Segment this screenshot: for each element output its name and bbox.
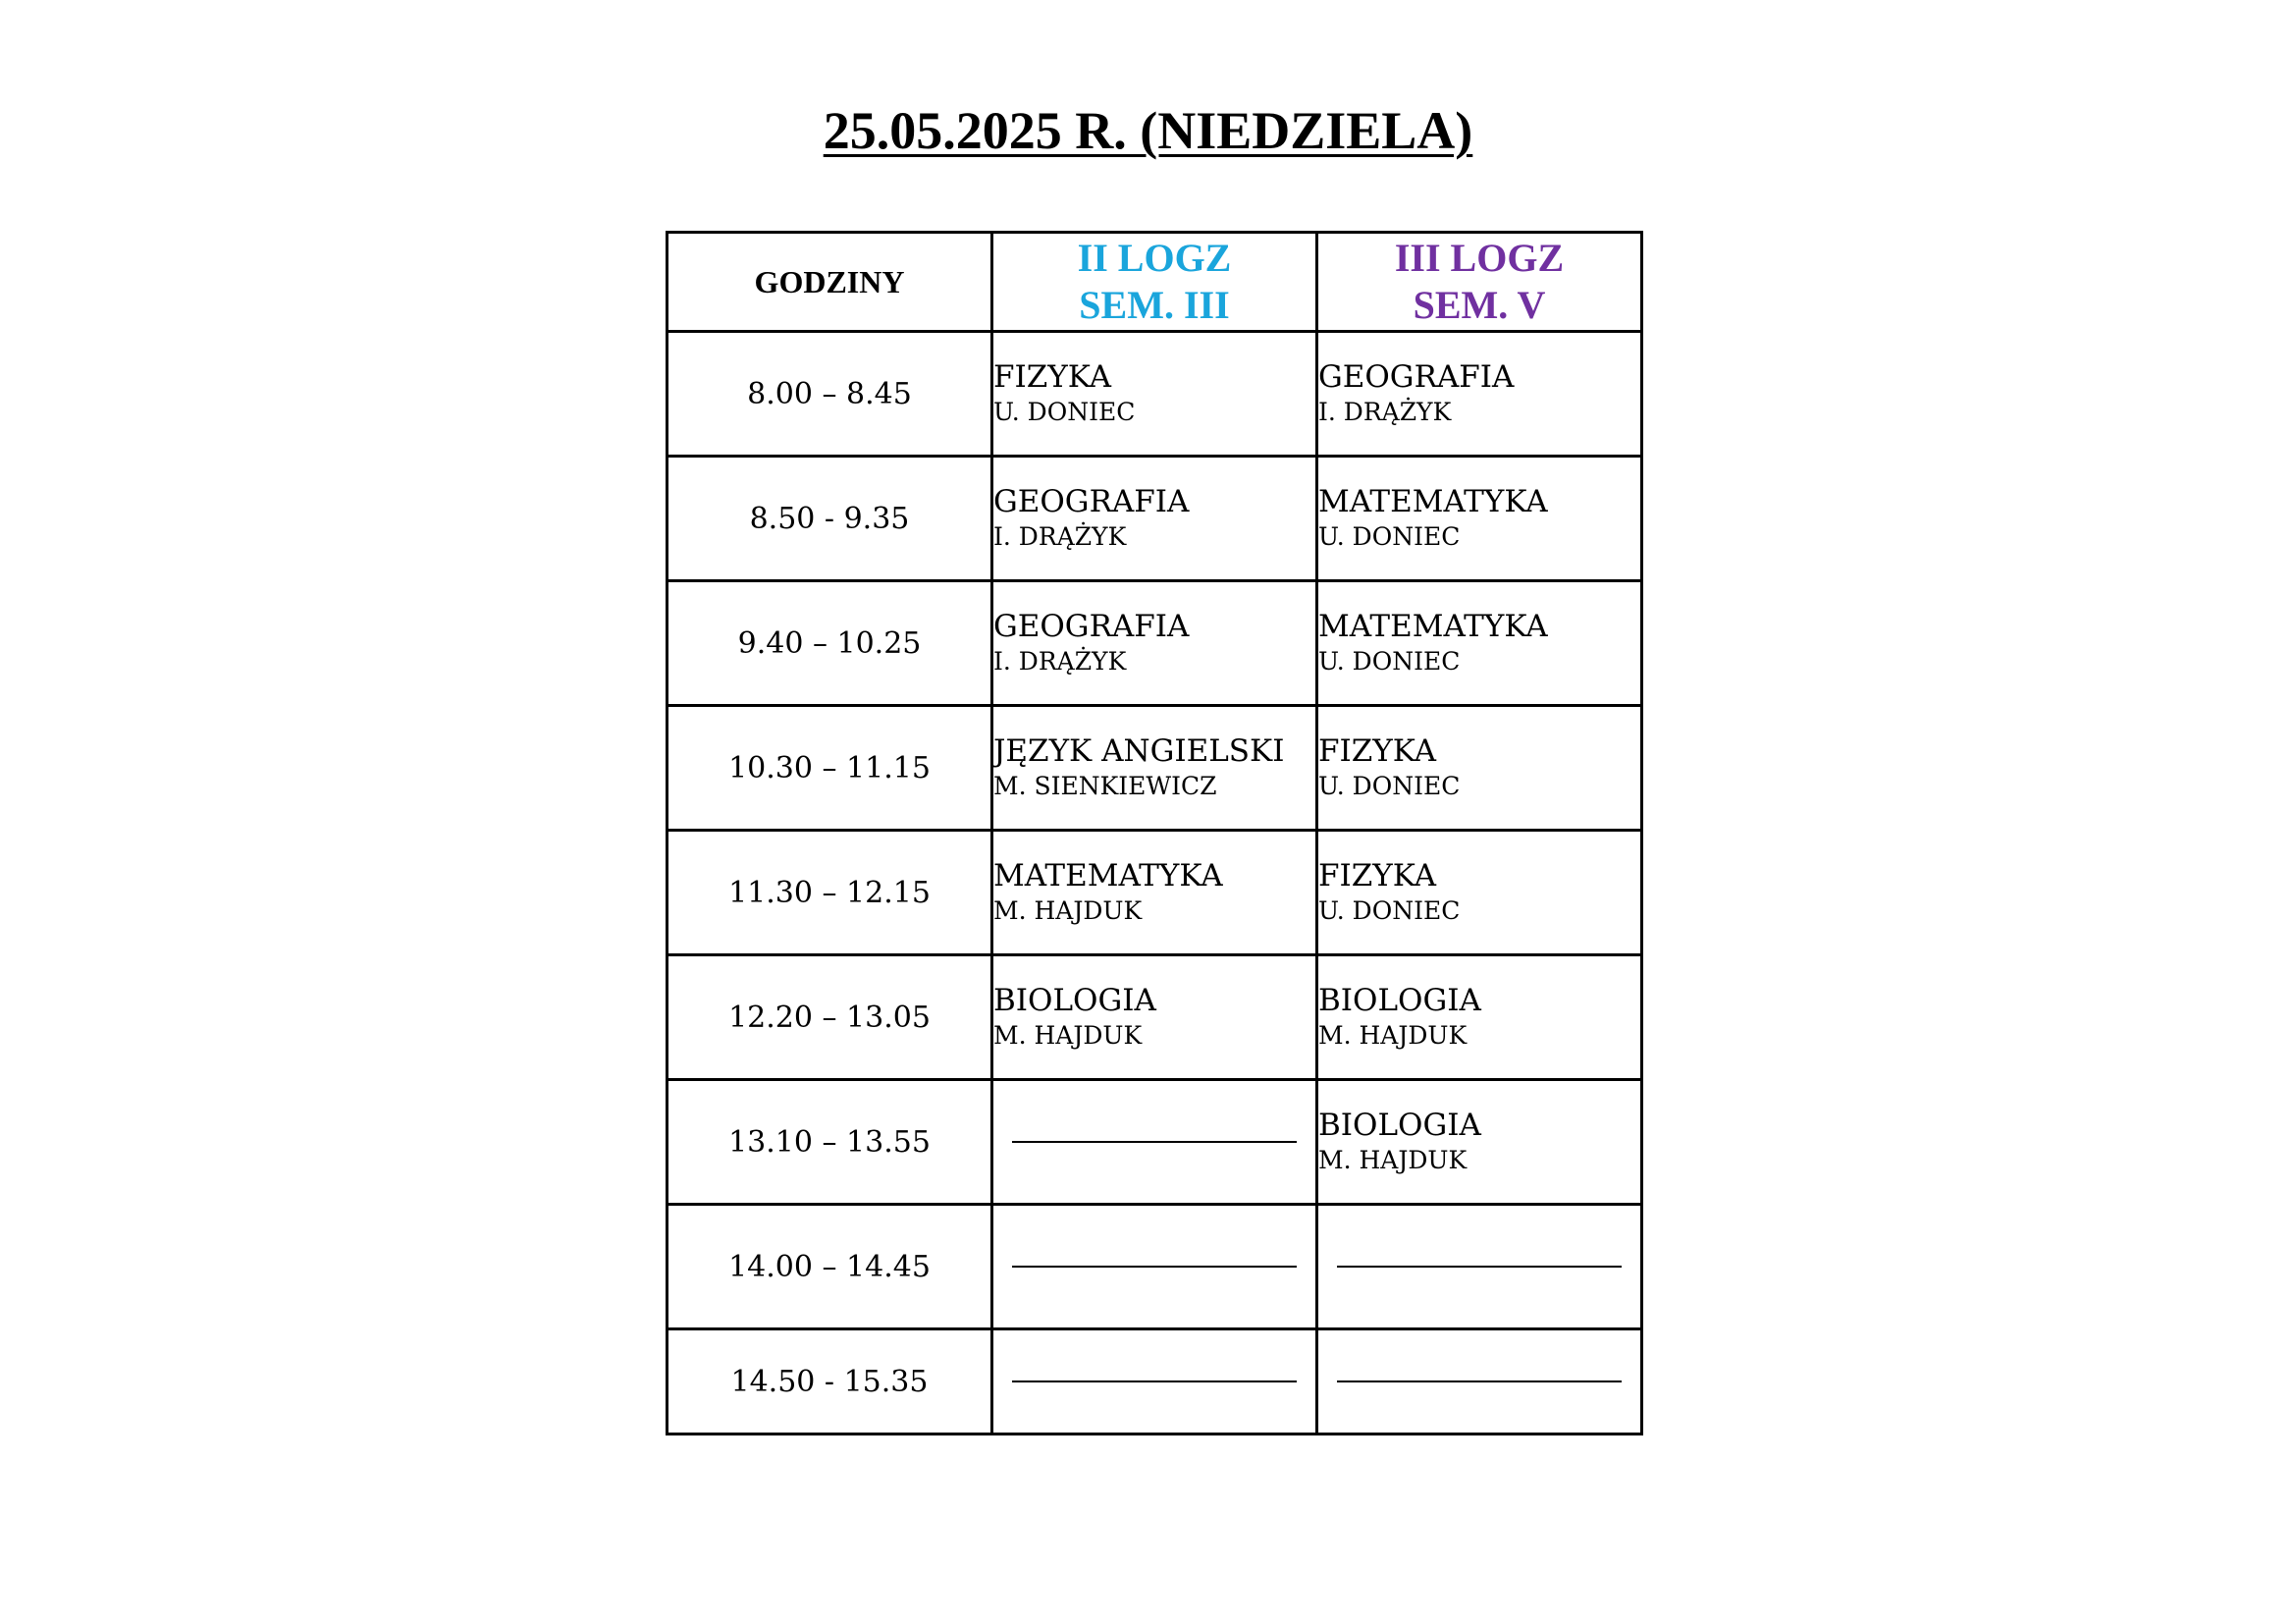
table-row <box>667 581 1642 706</box>
time-slot: 14.00 – 14.45 <box>667 1205 992 1329</box>
empty-lesson-cell <box>992 1329 1317 1435</box>
time-slot: 14.50 - 15.35 <box>667 1329 992 1435</box>
subject-name: GEOGRAFIA <box>1318 359 1515 395</box>
header-group-2-name: II LOGZ <box>1077 236 1232 280</box>
lesson-cell <box>1317 1080 1642 1205</box>
subject-name: BIOLOGIA <box>1318 983 1481 1018</box>
schedule-table <box>666 231 1643 1435</box>
subject-name: BIOLOGIA <box>993 983 1156 1018</box>
time-slot: 9.40 – 10.25 <box>667 581 992 706</box>
subject-name: MATEMATYKA <box>1318 484 1548 519</box>
header-group-2-semester: SEM. III <box>1079 283 1230 327</box>
teacher-name: I. DRĄŻYK <box>993 647 1127 676</box>
teacher-name: U. DONIEC <box>1318 522 1461 551</box>
subject-name: FIZYKA <box>1318 733 1437 769</box>
teacher-name: U. DONIEC <box>1318 772 1461 800</box>
teacher-name: M. SIENKIEWICZ <box>993 772 1217 800</box>
table-row <box>667 831 1642 955</box>
empty-dash-line <box>1337 1380 1622 1382</box>
header-group-3 <box>1317 233 1642 332</box>
lesson-cell <box>1317 955 1642 1080</box>
table-row <box>667 1205 1642 1329</box>
lesson-cell <box>1317 457 1642 581</box>
lesson-cell <box>1317 831 1642 955</box>
table-row <box>667 1329 1642 1435</box>
subject-name: JĘZYK ANGIELSKI <box>993 733 1285 769</box>
empty-lesson-cell <box>992 1205 1317 1329</box>
empty-dash-line <box>1012 1380 1297 1382</box>
teacher-name: I. DRĄŻYK <box>993 522 1127 551</box>
time-slot: 8.50 - 9.35 <box>667 457 992 581</box>
teacher-name: U. DONIEC <box>1318 647 1461 676</box>
lesson-cell <box>992 457 1317 581</box>
lesson-cell <box>1317 581 1642 706</box>
lesson-cell <box>992 706 1317 831</box>
time-slot: 10.30 – 11.15 <box>667 706 992 831</box>
subject-name: BIOLOGIA <box>1318 1108 1481 1143</box>
time-slot: 13.10 – 13.55 <box>667 1080 992 1205</box>
empty-dash-line <box>1012 1266 1297 1268</box>
table-row <box>667 1080 1642 1205</box>
header-group-3-semester: SEM. V <box>1413 283 1546 327</box>
teacher-name: U. DONIEC <box>993 398 1136 426</box>
header-row <box>667 233 1642 332</box>
empty-dash-line <box>1012 1141 1297 1143</box>
table-row <box>667 332 1642 457</box>
teacher-name: U. DONIEC <box>1318 896 1461 925</box>
table-row <box>667 457 1642 581</box>
teacher-name: I. DRĄŻYK <box>1318 398 1452 426</box>
subject-name: MATEMATYKA <box>1318 609 1548 644</box>
schedule-body <box>667 332 1642 1435</box>
teacher-name: M. HAJDUK <box>993 1021 1143 1050</box>
subject-name: GEOGRAFIA <box>993 609 1190 644</box>
teacher-name: M. HAJDUK <box>1318 1021 1468 1050</box>
time-slot: 8.00 – 8.45 <box>667 332 992 457</box>
header-group-2 <box>992 233 1317 332</box>
header-group-3-name: III LOGZ <box>1394 236 1565 280</box>
time-slot: 12.20 – 13.05 <box>667 955 992 1080</box>
empty-dash-line <box>1337 1266 1622 1268</box>
lesson-cell <box>1317 332 1642 457</box>
subject-name: GEOGRAFIA <box>993 484 1190 519</box>
subject-name: MATEMATYKA <box>993 858 1223 893</box>
subject-name: FIZYKA <box>993 359 1112 395</box>
empty-lesson-cell <box>1317 1329 1642 1435</box>
lesson-cell <box>992 955 1317 1080</box>
table-row <box>667 706 1642 831</box>
page-title <box>0 96 2296 165</box>
empty-lesson-cell <box>1317 1205 1642 1329</box>
lesson-cell <box>992 581 1317 706</box>
empty-lesson-cell <box>992 1080 1317 1205</box>
table-row <box>667 955 1642 1080</box>
teacher-name: M. HAJDUK <box>1318 1146 1468 1174</box>
page-title-text: 25.05.2025 R. (NIEDZIELA) <box>823 101 1473 160</box>
header-time: GODZINY <box>667 233 992 332</box>
subject-name: FIZYKA <box>1318 858 1437 893</box>
teacher-name: M. HAJDUK <box>993 896 1143 925</box>
lesson-cell <box>1317 706 1642 831</box>
time-slot: 11.30 – 12.15 <box>667 831 992 955</box>
lesson-cell <box>992 332 1317 457</box>
lesson-cell <box>992 831 1317 955</box>
